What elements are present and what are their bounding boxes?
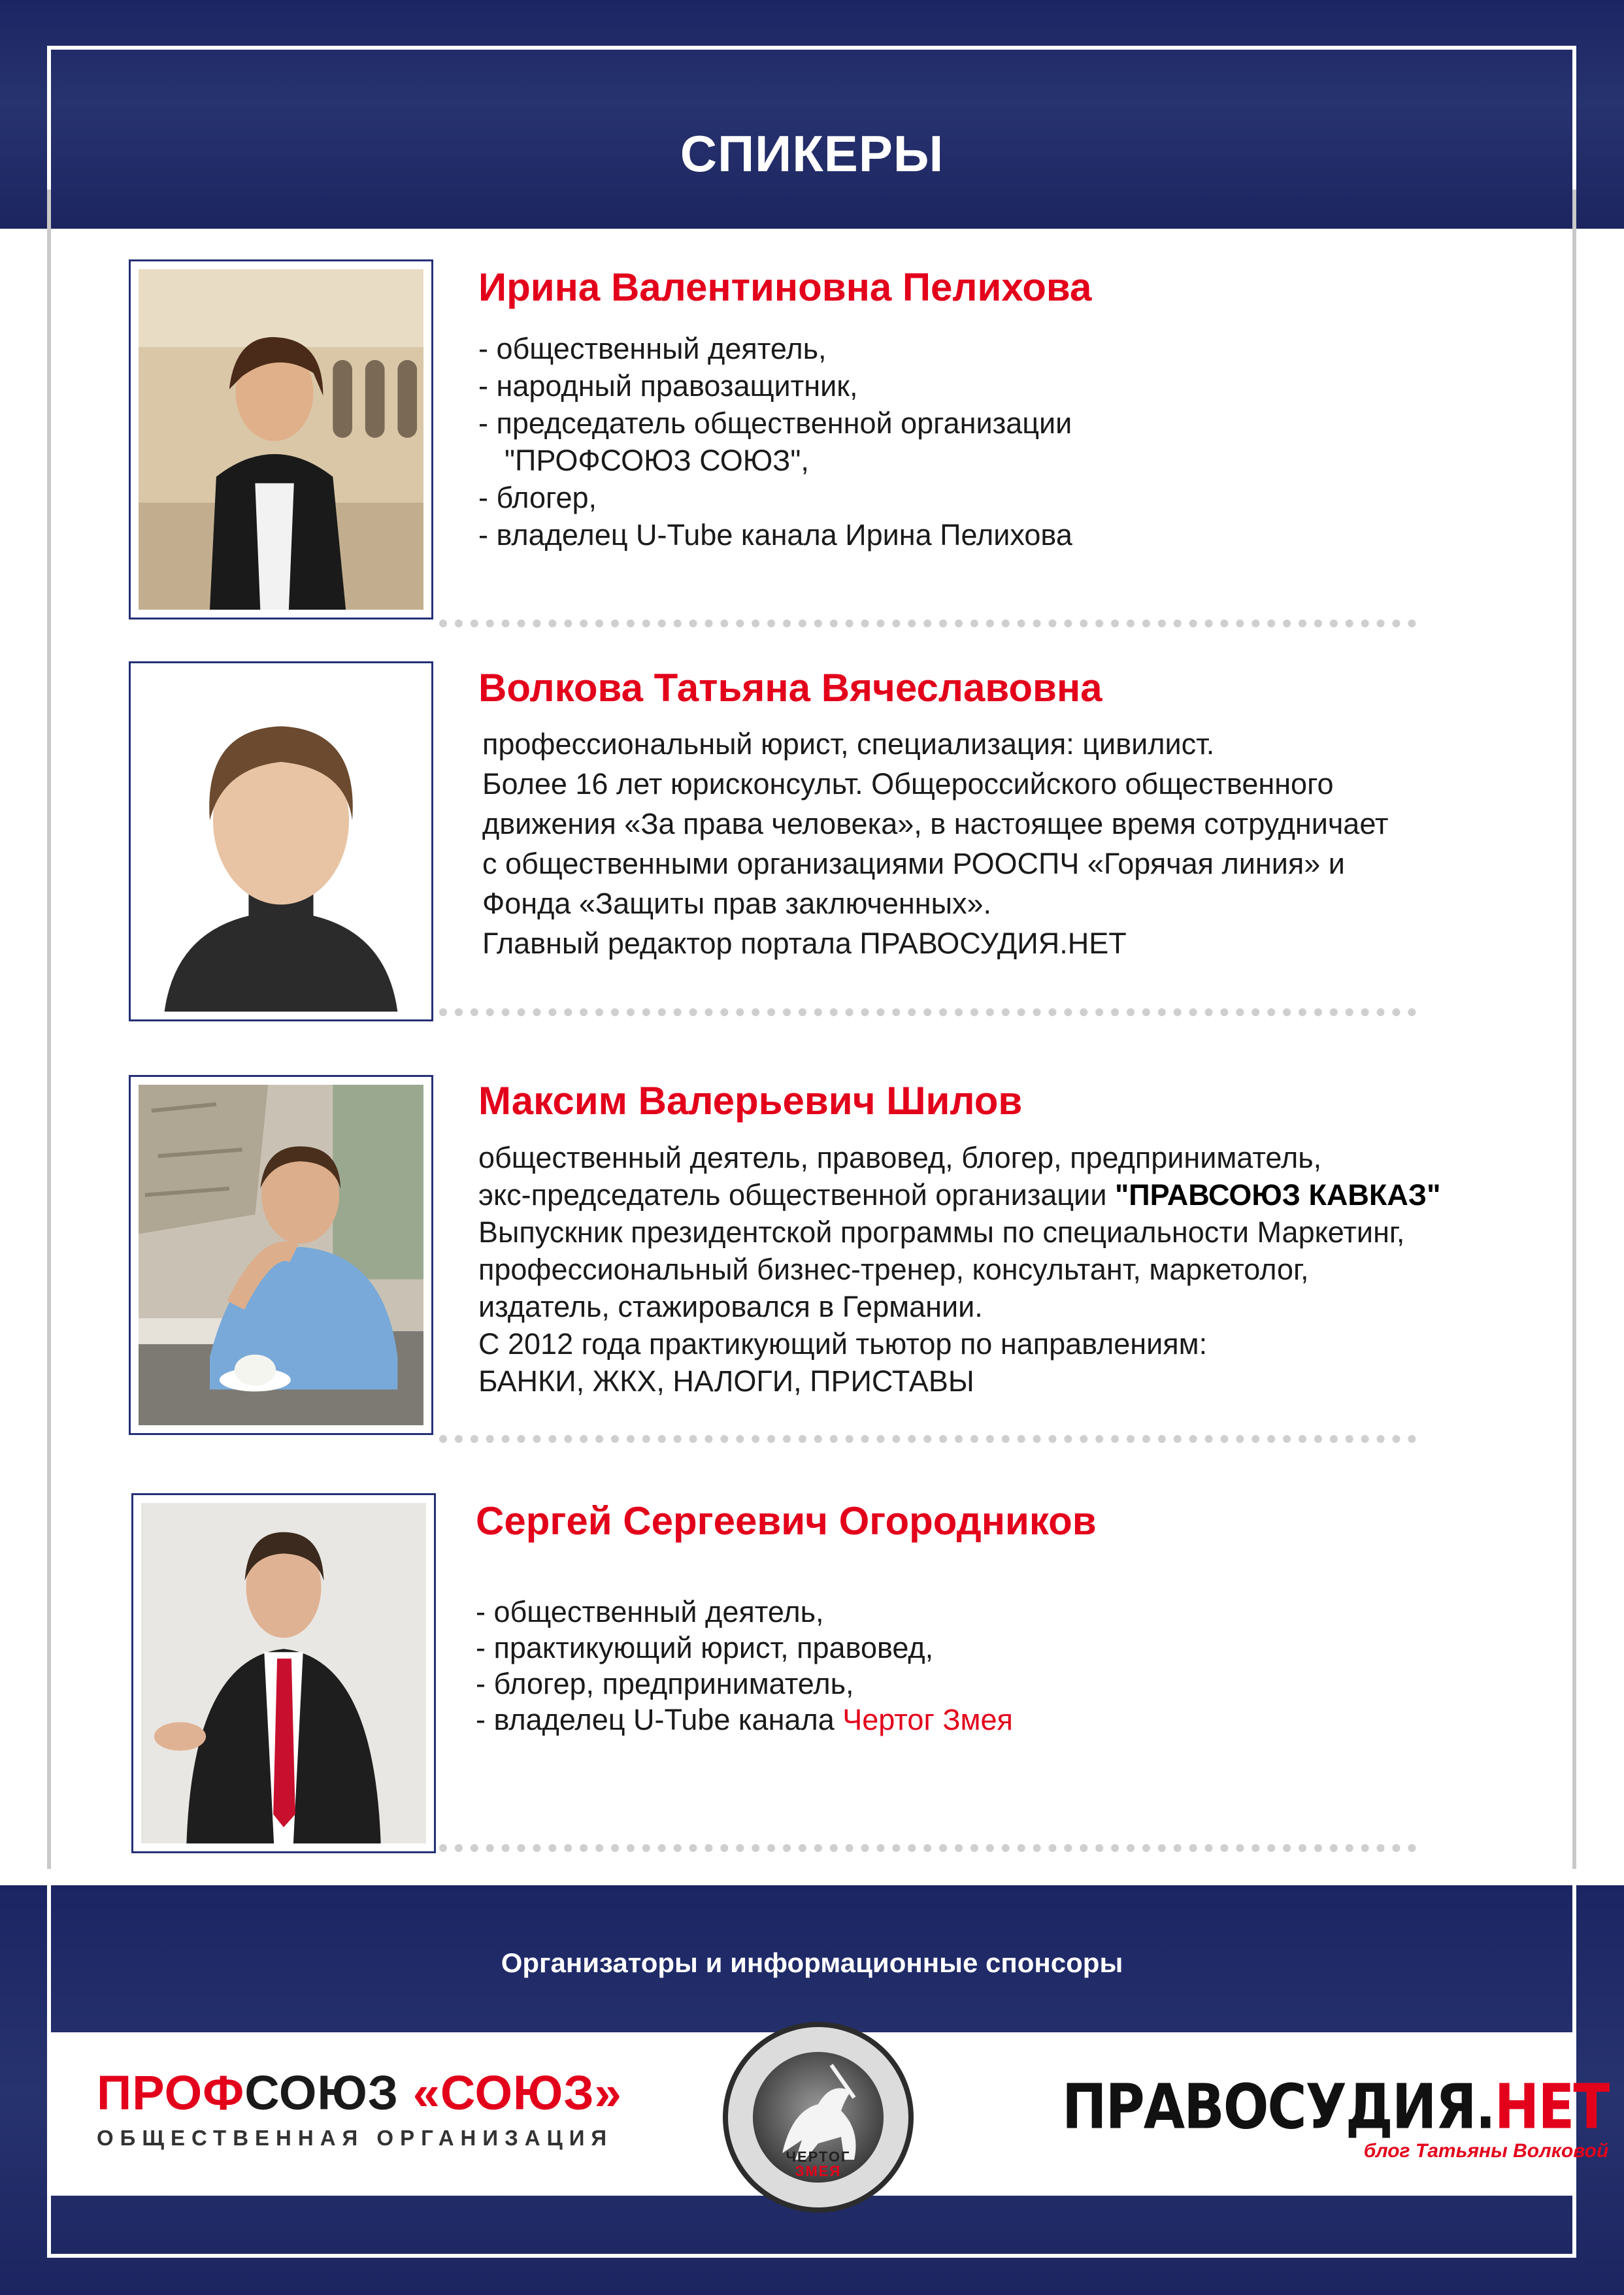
section-divider <box>439 1435 1416 1443</box>
sponsors-caption: Организаторы и информационные спонсоры <box>501 1947 1123 1978</box>
speaker-photo <box>129 1075 433 1435</box>
section-divider <box>439 619 1416 627</box>
pravosudiya-net-logo: ПРАВОСУДИЯ.НЕТ блог Татьяны Волковой <box>1062 2072 1609 2162</box>
speaker-photo <box>129 259 433 619</box>
chertog-zmeya-seal-logo: ЧЕРТОГ ЗМЕЯ <box>720 2019 916 2215</box>
speaker-name: Максим Валерьевич Шилов <box>478 1079 1023 1123</box>
speaker-name: Сергей Сергеевич Огородников <box>476 1499 1097 1543</box>
profsoyuz-logo: ПРОФСОЮЗ «СОЮЗ» ОБЩЕСТВЕННАЯ ОРГАНИЗАЦИЯ <box>97 2066 622 2150</box>
section-divider <box>439 1844 1416 1852</box>
page-title: СПИКЕРЫ <box>680 125 944 182</box>
channel-link[interactable]: Чертог Змея <box>842 1703 1013 1736</box>
speaker-description: общественный деятель, правовед, блогер, предприниматель, экс-председатель общественной организации "ПРАВСОЮЗ КАВКАЗ" Выпускник президентской программы по специальности Маркетинг, профессиональный бизнес-тренер, консультант, маркетолог, издатель, стажировался в Германии. С 2012 года практикующий тьютор по направлениям: БАНКИ, ЖКХ, НАЛОГИ, ПРИСТАВЫ <box>478 1141 1441 1398</box>
frame-left-line <box>47 190 51 1869</box>
speaker-name: Волкова Татьяна Вячеславовна <box>478 666 1102 710</box>
speaker-name: Ирина Валентиновна Пелихова <box>478 265 1092 309</box>
speaker-photo <box>129 661 433 1021</box>
speaker-description: профессиональный юрист, специализация: цивилист. Более 16 лет юрисконсульт. Общероссийского общественного движения «За права человека», в настоящее время сотрудничает с общественными организациями РООСПЧ «Горячая линия» и Фонда «Защиты прав заключенных». Главный редактор портала ПРАВОСУДИЯ.НЕТ <box>482 727 1389 960</box>
frame-right-line <box>1572 190 1576 1869</box>
section-divider <box>439 1008 1416 1016</box>
speaker-description: - общественный деятель, - практикующий юрист, правовед, - блогер, предприниматель, - владелец U-Tube канала Чертог Змея <box>476 1595 1013 1736</box>
speaker-photo <box>131 1493 436 1853</box>
speaker-description: - общественный деятель, - народный правозащитник, - председатель общественной организации "ПРОФСОЮЗ СОЮЗ", - блогер, - владелец U-Tube канала Ирина Пелихова <box>478 332 1072 552</box>
